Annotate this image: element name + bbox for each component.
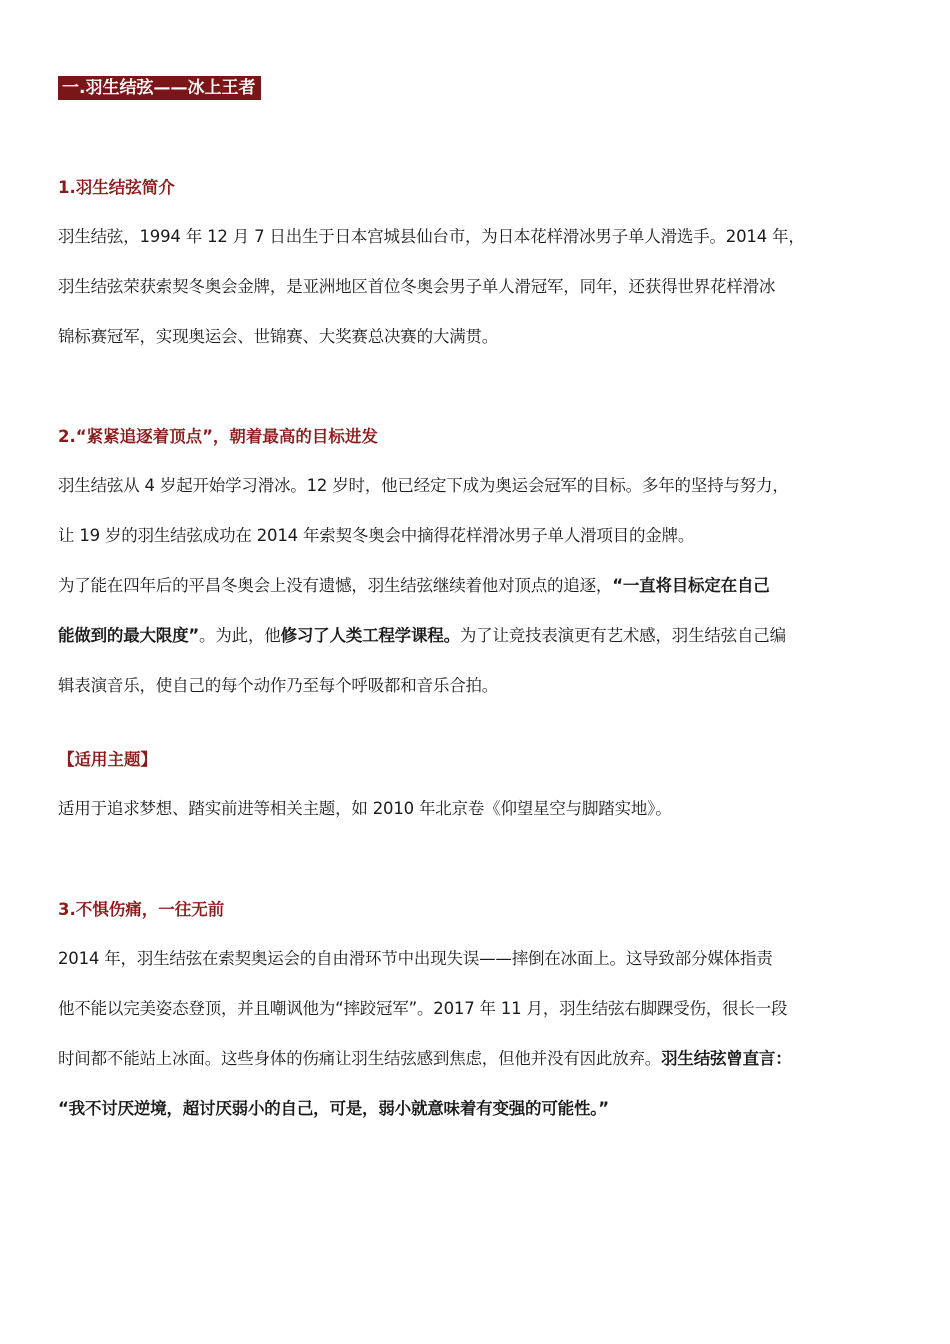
applicable-theme-heading: 【适用主题】 [58, 750, 157, 769]
paragraph-line: 羽生结弦从 4 岁起开始学习滑冰。12 岁时，他已经定下成为奥运会冠军的目标。多年的坚持与努力， [58, 476, 789, 495]
paragraph-line: 2014 年，羽生结弦在索契奥运会的自由滑环节中出现失误——摔倒在冰面上。这导致部分媒体指责 [58, 949, 773, 968]
paragraph-line: 适用于追求梦想、踏实前进等相关主题，如 2010 年北京卷《仰望星空与脚踏实地》。 [58, 799, 672, 818]
paragraph-line [58, 561, 898, 611]
paragraph-line [58, 1034, 898, 1084]
paragraph-line [58, 611, 898, 661]
text-run: 为了能在四年后的平昌冬奥会上没有遗憾，羽生结弦继续着他对顶点的追逐， [58, 576, 613, 595]
section-heading-1: 1.羽生结弦简介 [58, 178, 175, 197]
section-3-body [58, 934, 898, 1134]
chapter-title-banner: 一.羽生结弦——冰上王者 [58, 76, 261, 100]
text-run: 为了让竞技表演更有艺术感，羽生结弦自己编 [459, 626, 786, 645]
section-heading-3: 3.不惧伤痛，一往无前 [58, 900, 225, 919]
bold-text-run: 修习了人类工程学课程。 [280, 626, 460, 645]
text-run: 时间都不能站上冰面。这些身体的伤痛让羽生结弦感到焦虑，但他并没有因此放弃。 [58, 1049, 662, 1068]
bold-quote-run: “一直将目标定在自己 [612, 576, 770, 595]
section-1-body [58, 212, 898, 362]
section-2-body [58, 461, 898, 711]
text-run: 。为此，他 [199, 626, 281, 645]
paragraph-line: 锦标赛冠军，实现奥运会、世锦赛、大奖赛总决赛的大满贯。 [58, 327, 499, 346]
paragraph-line: 羽生结弦荣获索契冬奥会金牌，是亚洲地区首位冬奥会男子单人滑冠军，同年，还获得世界花样滑冰 [58, 277, 776, 296]
applicable-theme-body [58, 784, 898, 834]
bold-text-run: 羽生结弦曾直言： [661, 1049, 792, 1068]
section-heading-2: 2.“紧紧追逐着顶点”，朝着最高的目标进发 [58, 427, 378, 446]
paragraph-line: 羽生结弦，1994 年 12 月 7 日出生于日本宫城县仙台市，为日本花样滑冰男子单人滑选手。2014 年， [58, 227, 805, 246]
paragraph-line: 让 19 岁的羽生结弦成功在 2014 年索契冬奥会中摘得花样滑冰男子单人滑项目的金牌。 [58, 526, 695, 545]
paragraph-line: 他不能以完美姿态登顶，并且嘲讽他为“摔跤冠军”。2017 年 11 月，羽生结弦右脚踝受伤，很长一段 [58, 999, 788, 1018]
bold-quote-run: 能做到的最大限度” [58, 626, 200, 645]
quote-line: “我不讨厌逆境，超讨厌弱小的自己，可是，弱小就意味着有变强的可能性。” [58, 1099, 609, 1118]
paragraph-line: 辑表演音乐，使自己的每个动作乃至每个呼吸都和音乐合拍。 [58, 676, 499, 695]
